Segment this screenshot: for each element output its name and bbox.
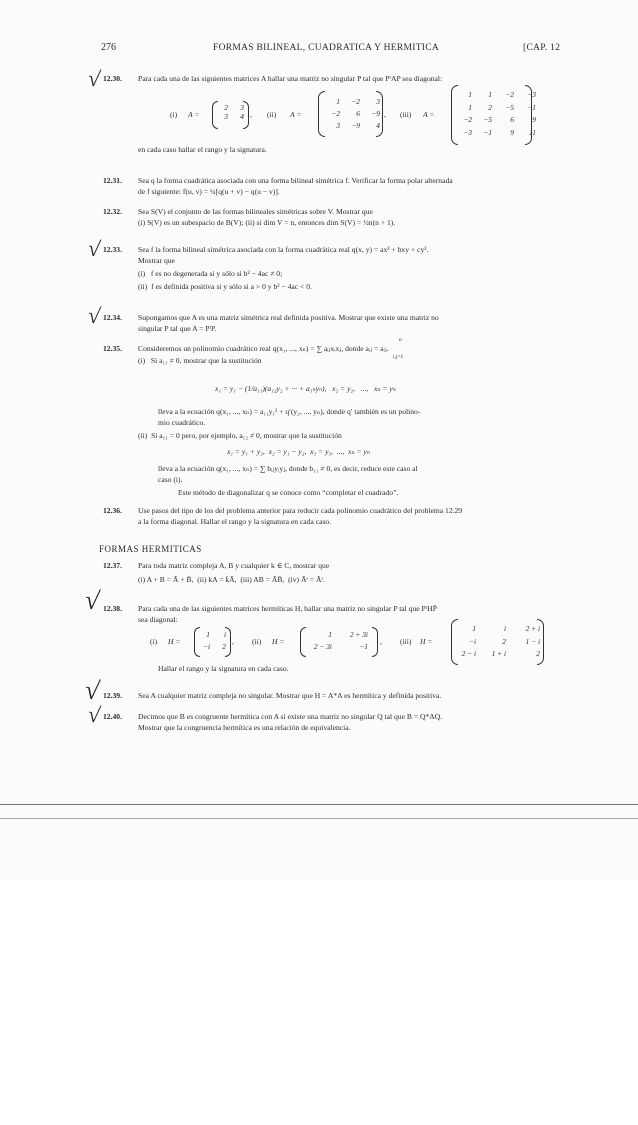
separator: , [250,110,252,119]
problem-text: (i) A + B = Ā + B̄, (ii) kA = k̄Ā, (iii) AB = ĀB̄, (iv) Āᵗ = Āᵗ. [138,575,325,584]
problem-number: 12.35. [103,344,122,353]
problem-text: (ii) Si a₁₁ = 0 pero, por ejemplo, a₁₂ ≠ 0, mostrar que la sustitución [138,431,342,440]
problem-text: sea diagonal: [138,615,178,624]
problem-number: 12.40. [103,712,122,721]
check-mark-icon: √ [86,235,102,262]
problem-text: Sea q la forma cuadrática asociada con una forma bilineal simétrica f. Verificar la forma polar alternada [138,176,453,185]
problem-text: Consideremos un polinomio cuadrático real q(x₁, ..., xₙ) = ∑ aᵢⱼxᵢxⱼ, donde aᵢⱼ = aⱼᵢ. [138,344,389,353]
matrix-i: 2 3 3 4 [224,103,244,121]
matrix-label-ii: (ii) [267,110,277,119]
matrix-lhs: A = [188,110,200,119]
problem-number: 12.38. [103,604,122,613]
matrix-iii: 1 1 −2 −3 1 2 −5 −1 −2 −5 6 9 −3 −1 9 11 [463,90,536,137]
problem-text: Mostrar que la congruencia hermítica es una relación de equivalencia. [138,723,351,732]
problem-text: Sea S(V) el conjunto de las formas bilineales simétricas sobre V. Mostrar que [138,207,373,216]
check-mark-icon: √ [86,65,102,92]
problem-number: 12.39. [103,691,122,700]
matrix-label-iii: (iii) [400,110,412,119]
problem-text: en cada caso hallar el rango y la signatura. [138,145,267,154]
problem-text: Hallar el rango y la signatura en cada caso. [158,664,289,673]
problem-text: Use pasos del tipo de los del problema anterior para reducir cada polinomio cuadrático del problema 12.29 [138,506,463,515]
problem-text: Supongamos que A es una matriz simétrica real definida positiva. Mostrar que existe una matriz no [138,313,439,322]
problem-number: 12.37. [103,561,122,570]
problem-text: lleva a la ecuación q(x₁, ..., xₙ) = a₁₁y₁² + q′(y₂, ..., yₙ), donde q′ también es un polino- [158,407,421,416]
matrix-label-i: (i) [170,110,178,119]
problem-number: 12.32. [103,207,122,216]
problem-text: singular P tal que A = PᵗP. [138,324,217,333]
matrix-label-i: (i) [150,637,158,646]
problem-text: caso (i). [158,475,183,484]
page-number: 276 [101,42,116,53]
matrix-i: 1 i −i 2 [202,630,226,651]
separator: , [380,637,382,646]
separator: , [384,110,386,119]
right-paren [225,627,231,657]
problem-text: Para cada una de las siguientes matrices A hallar una matriz no singular P tal que PᵗAP sea diagonal: [138,74,443,83]
scan-edge-line [0,804,638,805]
scan-edge-line [0,818,638,819]
problem-text: de f siguiente: f(u, v) = ¼[q(u + v) − q(u − v)]. [138,187,280,196]
matrix-iii: 1 i 2 + i −i 2 1 − i 2 − i 1 + i 2 [461,624,540,658]
problem-text: (i) f es no degenerada si y sólo si b² − 4ac ≠ 0; [138,269,283,278]
problem-number: 12.30. [103,74,122,83]
equation: x₁ = y₁ + y₂, x₂ = y₁ − y₂, x₃ = y₃, ..., xₙ = yₙ [227,447,370,456]
matrix-ii: 1 2 + 3i 2 − 3i −1 [313,630,368,651]
problem-text: Para toda matriz compleja A, B y cualquier k ∈ C, mostrar que [138,561,330,570]
problem-text: a la forma diagonal. Hallar el rango y la signatura en cada caso. [138,517,332,526]
problem-number: 12.31. [103,176,122,185]
matrix-lhs: A = [290,110,302,119]
right-paren [525,85,532,145]
problem-text: mio cuadrático. [158,418,206,427]
check-mark-icon: √ [86,701,102,728]
problem-text: (ii) f es definida positiva si y sólo si a > 0 y b² − 4ac < 0. [138,282,312,291]
problem-text: Mostrar que [138,256,175,265]
matrix-lhs: H = [420,637,433,646]
chapter-label: [CAP. 12 [523,43,561,53]
problem-text: Decimos que B es congruente hermítica con A si existe una matriz no singular Q tal que B = Q*AQ. [138,712,443,721]
problem-number: 12.36. [103,506,122,515]
sum-upper-limit: n [399,337,402,343]
right-paren [537,619,544,665]
problem-number: 12.33. [103,245,122,254]
check-mark-icon: √ [86,302,102,329]
sum-lower-limit: i,j=1 [393,354,404,360]
right-paren [376,91,383,137]
problem-number: 12.34. [103,313,122,322]
problem-text: Este método de diagonalizar q se conoce como “completar el cuadrado”. [178,488,399,497]
section-heading: FORMAS HERMITICAS [99,544,202,554]
matrix-lhs: H = [272,637,285,646]
problem-text: lleva a la ecuación q(x₁, ..., xₙ) = ∑ bᵢⱼyᵢyⱼ, donde b₁₁ ≠ 0, es decir, reduce este caso al [158,464,418,473]
separator: , [232,637,234,646]
matrix-label-iii: (iii) [400,637,412,646]
equation: x₁ = y₁ − (1/a₁₁)(a₁₂y₂ + ··· + a₁ₙyₙ), x₂ = y₂, ..., xₙ = yₙ [215,384,396,393]
problem-text: Sea f la forma bilineal simétrica asociada con la forma cuadrática real q(x, y) = ax² + bxy + cy². [138,245,429,254]
running-title: FORMAS BILINEAL, CUADRATICA Y HERMITICA [213,43,440,53]
problem-text: Sea A cualquier matriz compleja no singular. Mostrar que H = A*A es hermítica y definida positiva. [138,691,442,700]
problem-text: (i) S(V) es un subespacio de B(V); (ii) si dim V = n, entonces dim S(V) = ½n(n + 1). [138,218,396,227]
right-paren [243,101,249,129]
matrix-label-ii: (ii) [252,637,262,646]
matrix-lhs: H = [168,637,181,646]
problem-text: Para cada una de las siguientes matrices hermíticas H, hallar una matriz no singular P tal que PᵗHP̄ [138,604,437,613]
matrix-lhs: A = [423,110,435,119]
matrix-ii: 1 −2 3 −2 6 −9 3 −9 4 [331,97,380,130]
right-paren [372,627,378,657]
problem-text: (i) Si a₁₁ ≠ 0, mostrar que la sustitución [138,356,262,365]
check-mark-icon: √ [83,585,102,616]
check-mark-icon: √ [83,675,102,706]
